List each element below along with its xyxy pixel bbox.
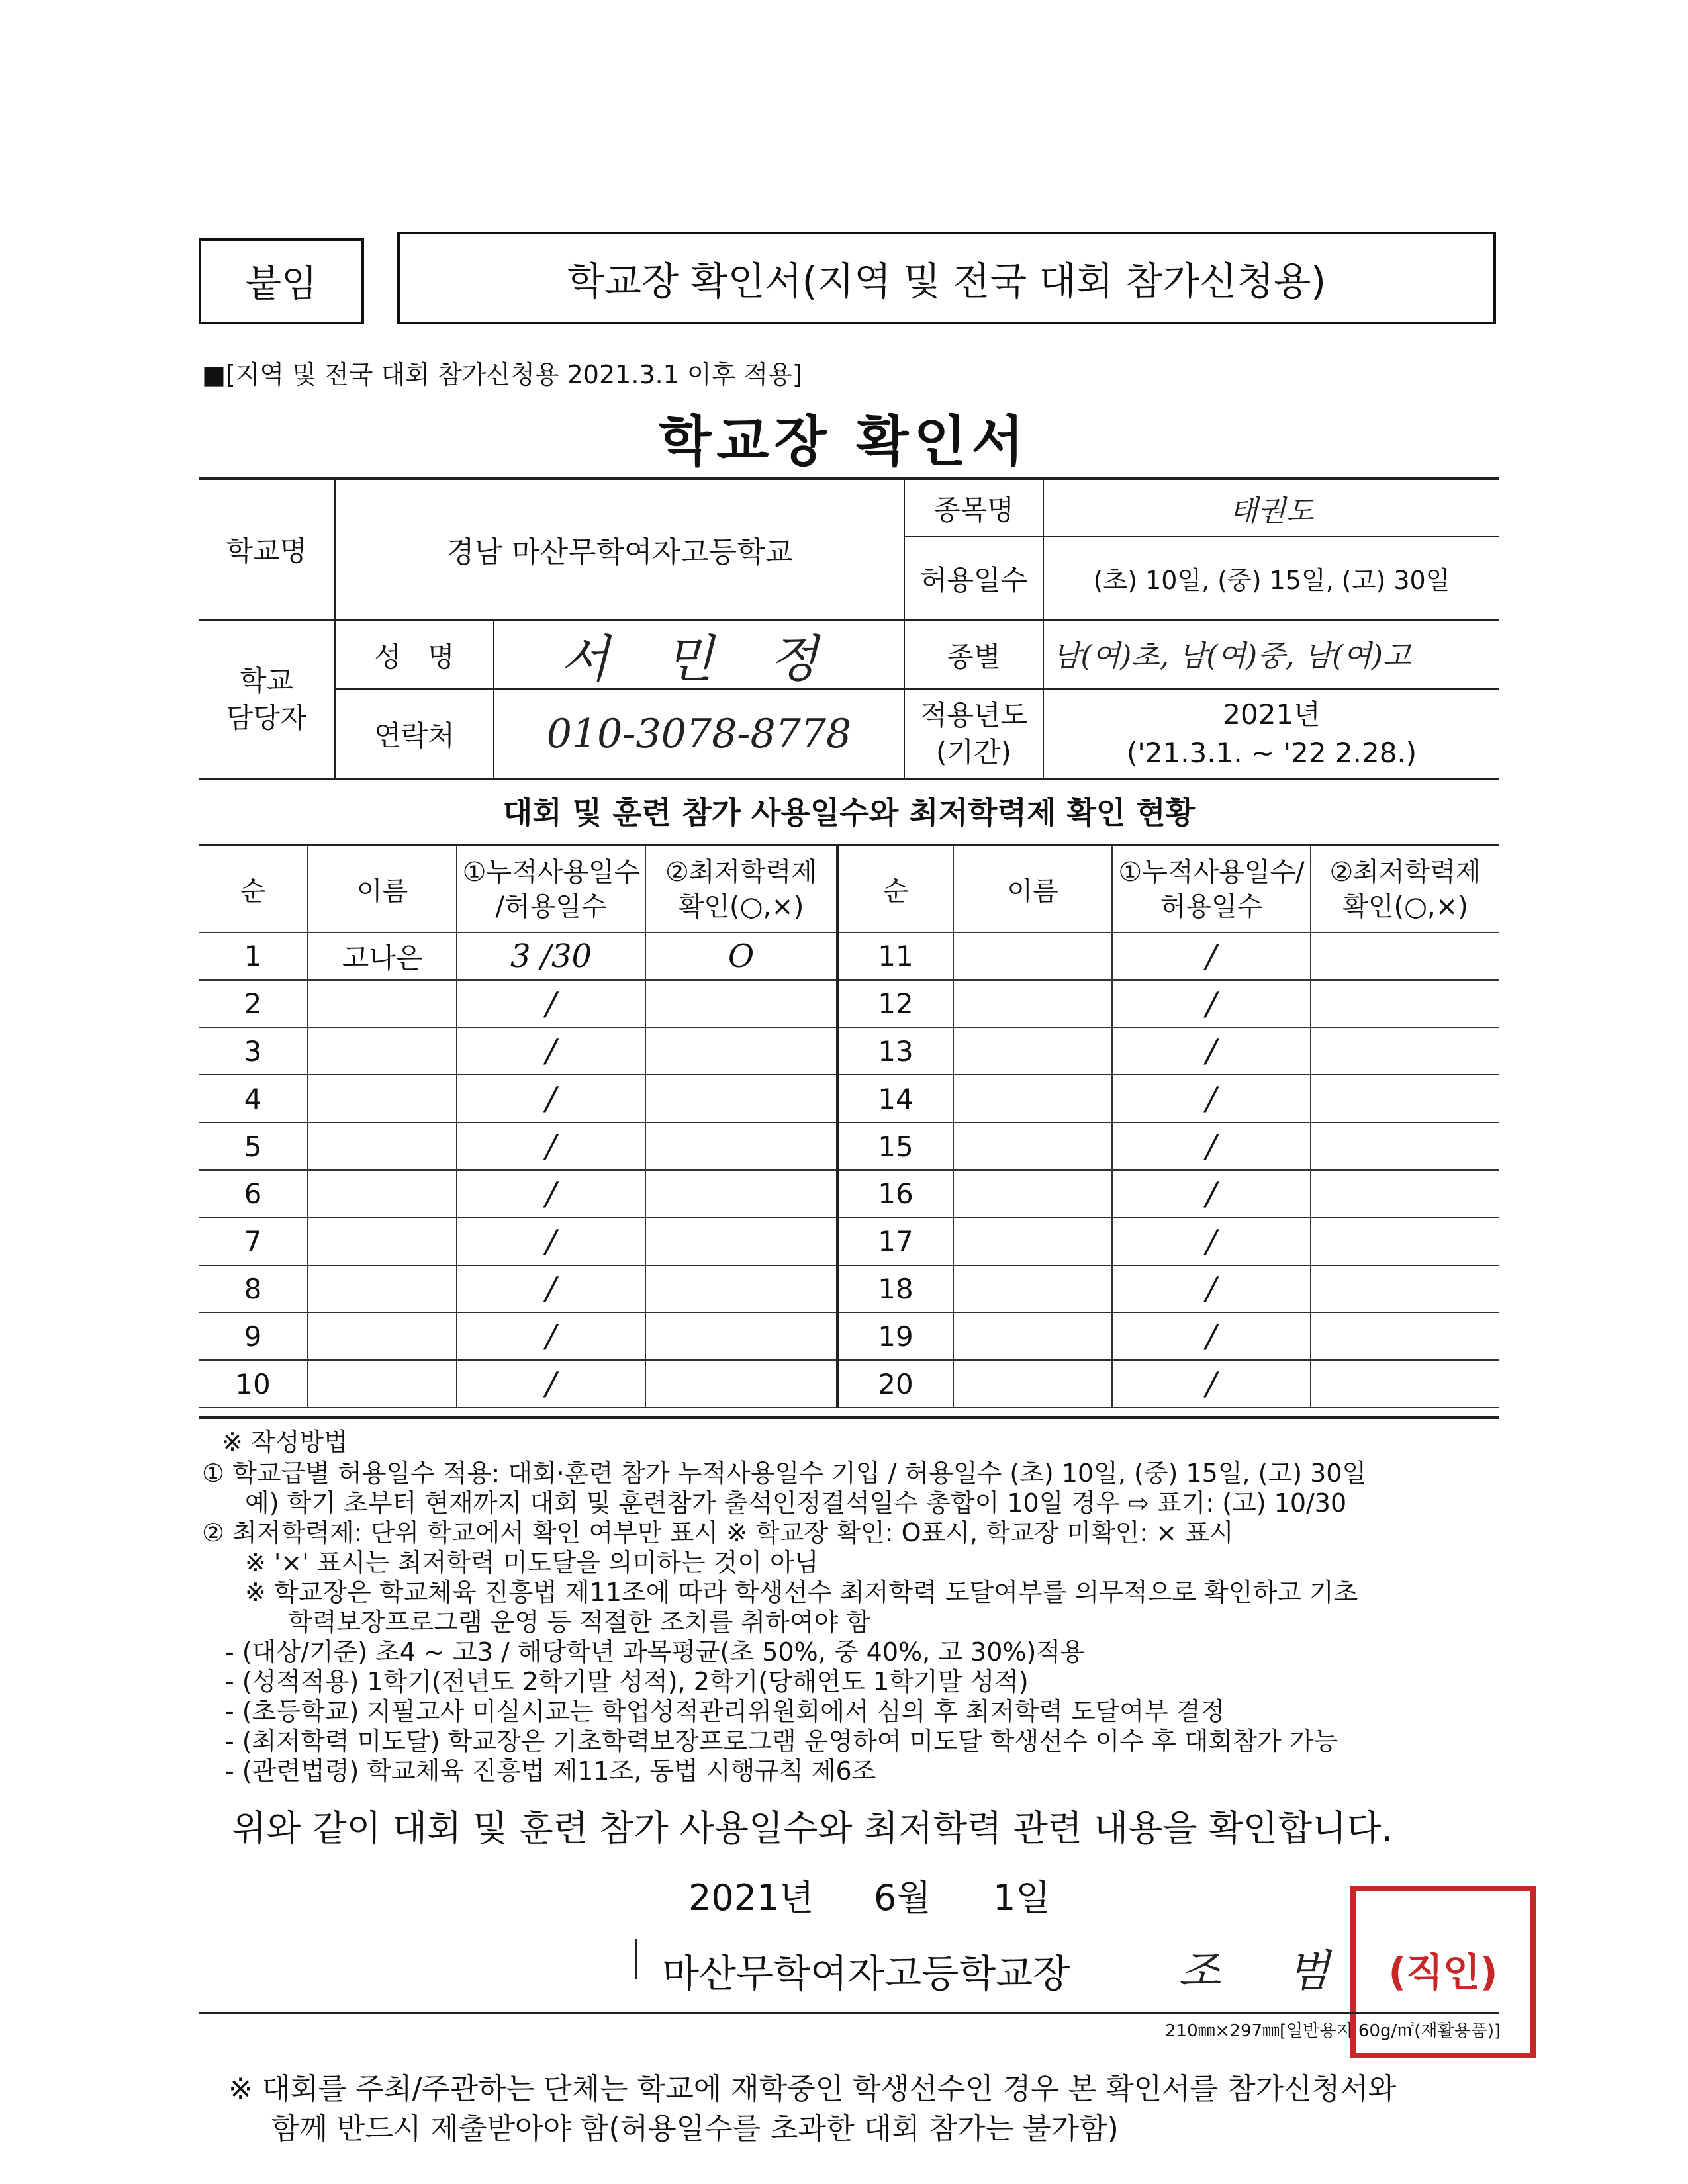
athlete-name-left <box>308 1218 457 1265</box>
year-period: ('21.3.1. ~ '22 2.28.) <box>1126 736 1417 769</box>
header-days-right: ①누적사용일수/ 허용일수 <box>1112 846 1311 933</box>
athlete-name-left <box>308 1360 457 1408</box>
academic-check-left <box>645 1075 837 1122</box>
row-number-left: 7 <box>199 1218 308 1265</box>
table-row <box>199 1075 1499 1122</box>
academic-check-left <box>645 1218 837 1265</box>
row-number-right: 20 <box>837 1360 953 1408</box>
academic-check-right <box>1311 1265 1499 1313</box>
cumulative-days-right: / <box>1112 1122 1311 1170</box>
note-line-11: - (관련법령) 학교체육 진흥법 제11조, 동법 시행규칙 제6조 <box>225 1756 876 1786</box>
academic-check-right <box>1311 1312 1499 1360</box>
athlete-name-right <box>953 1122 1112 1170</box>
cumulative-days-left: 3 /30 <box>457 933 645 980</box>
row-number-left: 4 <box>199 1075 308 1122</box>
note-line-6: 학력보장프로그램 운영 등 적절한 조치를 취하여야 함 <box>288 1608 871 1637</box>
academic-check-left: O <box>645 933 837 980</box>
table-row <box>199 1122 1499 1170</box>
contact-person-label: 학교 담당자 <box>226 664 307 734</box>
academic-check-right <box>1311 1170 1499 1218</box>
note-line-7: - (대상/기준) 초4 ~ 고3 / 해당학년 과목평균(초 50%, 중 40%, 고 30%)적용 <box>225 1637 1085 1666</box>
row-number-left: 10 <box>199 1360 308 1408</box>
cumulative-days-right: / <box>1112 1028 1311 1075</box>
principal-name: 마산무학여자고등학교장 <box>662 1951 1070 1996</box>
date-year: 2021년 <box>688 1877 814 1919</box>
cumulative-days-right: / <box>1112 933 1311 980</box>
year-label: 적용년도 (기간) <box>919 698 1028 768</box>
academic-check-left <box>645 1360 837 1408</box>
athlete-name-left: 고나은 <box>308 933 457 980</box>
header-name-left: 이름 <box>308 846 457 933</box>
athlete-name-right <box>953 1170 1112 1218</box>
cumulative-days-left: / <box>457 1170 645 1218</box>
note-line-4: ※ '×' 표시는 최저학력 미도달을 의미하는 것이 아님 <box>245 1548 819 1577</box>
sport-label: 종목명 <box>933 493 1014 526</box>
cumulative-days-right: / <box>1112 980 1311 1028</box>
row-number-left: 6 <box>199 1170 308 1218</box>
cumulative-days-right: / <box>1112 1312 1311 1360</box>
table-row <box>199 1028 1499 1075</box>
footer-line-2: 함께 반드시 제출받아야 함(허용일수를 초과한 대회 참가는 불가함) <box>271 2112 1119 2146</box>
table-row <box>199 980 1499 1028</box>
athlete-name-right <box>953 933 1112 980</box>
academic-check-left <box>645 1170 837 1218</box>
row-number-left: 3 <box>199 1028 308 1075</box>
athlete-name-right <box>953 1028 1112 1075</box>
table-row <box>199 1218 1499 1265</box>
row-number-right: 12 <box>837 980 953 1028</box>
cumulative-days-left: / <box>457 980 645 1028</box>
cumulative-days-left: / <box>457 1122 645 1170</box>
athlete-name-left <box>308 980 457 1028</box>
note-line-1: ① 학교급별 허용일수 적용: 대회·훈련 참가 누적사용일수 기입 / 허용일수 (초) 10일, (중) 15일, (고) 30일 <box>202 1459 1367 1488</box>
row-number-right: 15 <box>837 1122 953 1170</box>
row-number-left: 8 <box>199 1265 308 1313</box>
table-row <box>199 1360 1499 1408</box>
header-seq-right: 순 <box>837 846 953 933</box>
sport-value: 태권도 <box>1229 494 1314 528</box>
academic-check-left <box>645 1265 837 1313</box>
cumulative-days-right: / <box>1112 1360 1311 1408</box>
category-value: 남(여)초, 남(여)중, 남(여)고 <box>1053 639 1411 673</box>
academic-check-left <box>645 1028 837 1075</box>
notes-heading: ※ 작성방법 <box>222 1428 348 1457</box>
applicability-note: ■[지역 및 전국 대회 참가신청용 2021.3.1 이후 적용] <box>202 360 802 389</box>
allowed-days-value: (초) 10일, (중) 15일, (고) 30일 <box>1093 566 1450 595</box>
table-row <box>199 1265 1499 1313</box>
academic-check-right <box>1311 1218 1499 1265</box>
cumulative-days-right: / <box>1112 1170 1311 1218</box>
athlete-name-right <box>953 1265 1112 1313</box>
athlete-name-left <box>308 1312 457 1360</box>
academic-check-right <box>1311 1028 1499 1075</box>
athlete-name-left <box>308 1122 457 1170</box>
row-number-left: 2 <box>199 980 308 1028</box>
category-label: 종별 <box>947 640 1001 673</box>
row-number-right: 13 <box>837 1028 953 1075</box>
school-name-value: 경남 마산무학여자고등학교 <box>445 535 794 569</box>
header-days-left: ①누적사용일수 /허용일수 <box>457 846 645 933</box>
row-number-left: 1 <box>199 933 308 980</box>
row-number-right: 17 <box>837 1218 953 1265</box>
athlete-name-right <box>953 980 1112 1028</box>
cumulative-days-left: / <box>457 1075 645 1122</box>
year-value: 2021년 <box>1223 698 1321 731</box>
header-check-right: ②최저학력제 확인(○,×) <box>1311 846 1499 933</box>
year-value-block <box>1044 690 1499 778</box>
header-seq-left: 순 <box>199 846 308 933</box>
principal-signature: 조 범 <box>1178 1946 1356 1997</box>
note-line-8: - (성적적용) 1학기(전년도 2학기말 성적), 2학기(당해연도 1학기말 성적) <box>225 1667 1029 1696</box>
academic-check-right <box>1311 1075 1499 1122</box>
confirmation-statement: 위와 같이 대회 및 훈련 참가 사용일수와 최저학력 관련 내용을 확인합니다. <box>232 1807 1393 1849</box>
row-number-right: 16 <box>837 1170 953 1218</box>
athlete-name-left <box>308 1028 457 1075</box>
academic-check-left <box>645 1312 837 1360</box>
header-name-right: 이름 <box>953 846 1112 933</box>
note-line-3: ② 최저학력제: 단위 학교에서 확인 여부만 표시 ※ 학교장 확인: O표시, 학교장 미확인: × 표시 <box>202 1518 1234 1547</box>
cumulative-days-right: / <box>1112 1265 1311 1313</box>
main-title: 학교장 확인서 <box>659 410 1029 473</box>
row-number-right: 18 <box>837 1265 953 1313</box>
note-line-9: - (초등학교) 지필고사 미실시교는 학업성적관리위원회에서 심의 후 최저학력 도달여부 결정 <box>225 1697 1225 1726</box>
usage-table-title: 대회 및 훈련 참가 사용일수와 최저학력제 확인 현황 <box>502 795 1196 831</box>
row-number-right: 11 <box>837 933 953 980</box>
cumulative-days-left: / <box>457 1312 645 1360</box>
athlete-name-left <box>308 1265 457 1313</box>
attachment-label-box <box>199 238 364 324</box>
athlete-name-right <box>953 1075 1112 1122</box>
date-day: 1일 <box>993 1877 1051 1919</box>
table-row <box>199 1312 1499 1360</box>
academic-check-right <box>1311 1122 1499 1170</box>
table-row <box>199 1170 1499 1218</box>
cumulative-days-left: / <box>457 1265 645 1313</box>
academic-check-left <box>645 1122 837 1170</box>
academic-check-right <box>1311 1360 1499 1408</box>
cumulative-days-right: / <box>1112 1218 1311 1265</box>
cumulative-days-left: / <box>457 1360 645 1408</box>
athlete-name-left <box>308 1170 457 1218</box>
phone-value: 010-3078-8778 <box>546 710 852 757</box>
academic-check-left <box>645 980 837 1028</box>
cumulative-days-left: / <box>457 1218 645 1265</box>
paper-spec: 210㎜×297㎜[일반용지 60g/㎡(재활용품)] <box>1165 2021 1501 2041</box>
name-label: 성 명 <box>374 640 455 673</box>
row-number-left: 5 <box>199 1122 308 1170</box>
table-row <box>199 933 1499 980</box>
school-name-label: 학교명 <box>226 535 307 567</box>
athlete-name-right <box>953 1312 1112 1360</box>
row-number-left: 9 <box>199 1312 308 1360</box>
header-check-left: ②최저학력제 확인(○,×) <box>645 846 837 933</box>
cumulative-days-right: / <box>1112 1075 1311 1122</box>
doc-heading-box <box>397 232 1496 324</box>
athlete-name-left <box>308 1075 457 1122</box>
attachment-label: 붙임 <box>245 263 318 306</box>
seal-text: (직인) <box>1388 1950 1498 1995</box>
note-line-10: - (최저학력 미도달) 학교장은 기초학력보장프로그램 운영하여 미도달 학생선수 이수 후 대회참가 가능 <box>225 1727 1338 1756</box>
name-value: 서 민 정 <box>560 629 838 688</box>
note-line-5: ※ 학교장은 학교체육 진흥법 제11조에 따라 학생선수 최저학력 도달여부를 의무적으로 확인하고 기초 <box>245 1578 1358 1607</box>
academic-check-right <box>1311 933 1499 980</box>
cumulative-days-left: / <box>457 1028 645 1075</box>
academic-check-right <box>1311 980 1499 1028</box>
date-month: 6월 <box>874 1877 931 1919</box>
row-number-right: 14 <box>837 1075 953 1122</box>
note-line-2: 예) 학기 초부터 현재까지 대회 및 훈련참가 출석인정결석일수 총합이 10일 경우 ⇨ 표기: (고) 10/30 <box>245 1488 1347 1518</box>
allowed-days-label: 허용일수 <box>919 563 1028 596</box>
usage-table-header <box>199 846 1499 933</box>
row-number-right: 19 <box>837 1312 953 1360</box>
phone-label: 연락처 <box>374 719 455 752</box>
athlete-name-right <box>953 1218 1112 1265</box>
doc-heading: 학교장 확인서(지역 및 전국 대회 참가신청용) <box>567 259 1326 304</box>
footer-line-1: ※ 대회를 주최/주관하는 단체는 학교에 재학중인 학생선수인 경우 본 확인서를 참가신청서와 <box>228 2072 1397 2106</box>
athlete-name-right <box>953 1360 1112 1408</box>
usage-table <box>199 846 1499 1408</box>
